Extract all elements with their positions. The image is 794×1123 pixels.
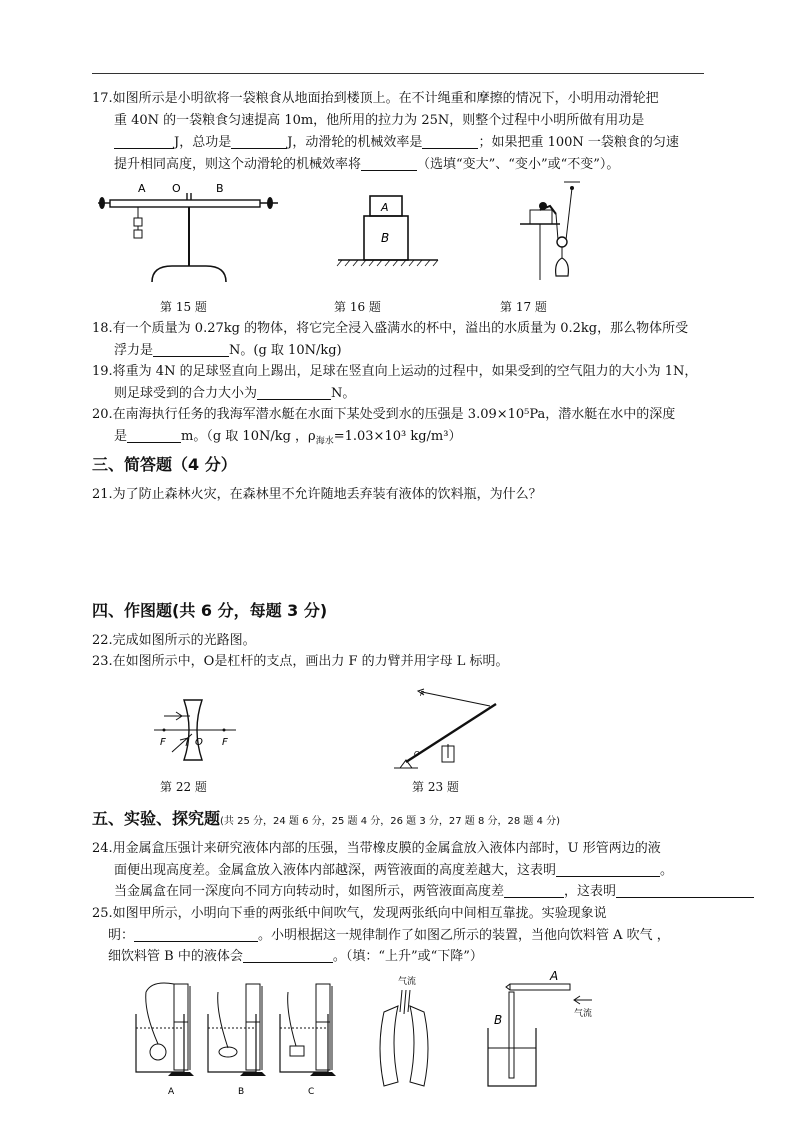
- fig22-label-f-left: F: [160, 737, 166, 748]
- section4-title: 四、作图题(共 6 分，每题 3 分): [92, 601, 328, 620]
- q17-line3: J，总功是 J，动滑轮的机械效率是 ；如果把重 100N 一袋粮食的匀速: [114, 132, 679, 154]
- fig15-caption: 第 15 题: [160, 300, 207, 314]
- fig16-label-b: B: [381, 231, 390, 245]
- q21-text: 21.为了防止森林火灾，在森林里不允许随地丢弃装有液体的饮料瓶，为什么？: [92, 487, 542, 502]
- fig16-label-a: A: [381, 201, 389, 214]
- q25-line2: 明： 。小明根据这一规律制作了如图乙所示的装置，当他向饮料管 A 吹气 ，: [108, 928, 670, 943]
- fig15-label-o: O: [172, 182, 181, 195]
- q25-blank-explanation[interactable]: [134, 927, 258, 942]
- fig23-lever-diagram: [392, 686, 502, 776]
- fig15-label-b: B: [216, 182, 224, 195]
- fig22-lens-diagram: [150, 690, 240, 770]
- fig25-airflow-label-2: 气流: [574, 1009, 593, 1019]
- fig22-caption: 第 22 题: [160, 780, 207, 794]
- fig23-label-o: O: [414, 750, 420, 758]
- q24-blank-height-difference[interactable]: [504, 883, 564, 898]
- fig16-blocks-diagram: [334, 190, 444, 270]
- section3-title: 三、简答题（4 分）: [92, 455, 237, 474]
- q18-line2: 浮力是 N。(g 取 10N/kg): [114, 343, 342, 358]
- fig17-pulley-diagram: [520, 180, 600, 285]
- fig25-airflow-label: 气流: [398, 977, 417, 987]
- section5-title: 五、实验、探究题(共 25 分，24 题 6 分，25 题 4 分，26 题 3 分，27 题 8 分，28 题 4 分): [92, 809, 561, 828]
- fig15-label-a: A: [138, 182, 146, 195]
- header-rule: [92, 73, 704, 74]
- q17-blank-total-work[interactable]: [231, 134, 287, 149]
- q22-text: 22.完成如图所示的光路图。: [92, 633, 256, 648]
- q25-line3: 细饮料管 B 中的液体会 。（填：“上升”或“下降”）: [108, 949, 483, 964]
- fig23-label-f: F: [420, 690, 425, 698]
- q17-line1: 17.如图所示是小明欲将一袋粮食从地面抬到楼顶上。在不计绳重和摩擦的情况下，小明用动滑轮把: [92, 91, 659, 106]
- q25-blank-liquid-motion[interactable]: [243, 948, 333, 963]
- fig25-straw-diagram: [480, 968, 600, 1092]
- fig15-balance-diagram: [94, 178, 284, 288]
- fig16-caption: 第 16 题: [334, 300, 381, 314]
- fig22-label-o: O: [195, 737, 203, 748]
- q18-blank-buoyancy[interactable]: [153, 342, 229, 357]
- fig24-label-c: C: [308, 1087, 315, 1097]
- q24-line1: 24.用金属盒压强计来研究液体内部的压强，当带橡皮膜的金属盒放入液体内部时，U 形管两边的液: [92, 841, 661, 856]
- q17-blank-useful-work[interactable]: [114, 134, 174, 149]
- q18-line1: 18.有一个质量为 0.27kg 的物体，将它完全浸入盛满水的杯中，溢出的水质量为 0.2kg，那么物体所受: [92, 321, 689, 336]
- fig25-label-a: A: [550, 969, 559, 983]
- q24-line2: 面便出现高度差。金属盒放入液体内部越深，两管液面的高度差越大，这表明 。: [114, 863, 674, 878]
- q17-blank-efficiency[interactable]: [422, 134, 478, 149]
- q24-blank-depth-conclusion[interactable]: [556, 862, 660, 877]
- fig24-pressure-gauges: [128, 972, 338, 1098]
- q20-blank-depth[interactable]: [127, 428, 181, 443]
- q17-blank-efficiency-change[interactable]: [361, 156, 417, 171]
- fig24-label-b: B: [238, 1087, 245, 1097]
- fig25-papers-diagram: [374, 972, 434, 1092]
- q20-line2: 是 m。（g 取 10N/kg ，$\rho_{海水}=1.03\times 10^3$ kg/m³）: [114, 429, 462, 447]
- q23-text: 23.在如图所示中，O是杠杆的支点，画出力 F 的力臂并用字母 L 标明。: [92, 654, 509, 669]
- q24-blank-direction-conclusion[interactable]: [616, 883, 754, 898]
- q17-line4: 提升相同高度，则这个动滑轮的机械效率将 （选填“变大”、“变小”或“不变”）。: [114, 157, 620, 172]
- q20-line1: 20.在南海执行任务的我海军潜水艇在水面下某处受到水的压强是 3.09×10⁵Pa，潜水艇在水中的深度: [92, 407, 676, 422]
- fig25-label-b: B: [494, 1013, 503, 1027]
- fig24-gauge-b: [208, 984, 266, 1076]
- q19-line2: 则足球受到的合力大小为 N。: [114, 386, 356, 401]
- q19-line1: 19.将重为 4N 的足球竖直向上踢出，足球在竖直向上运动的过程中，如果受到的空气阻力的大小为 1N，: [92, 364, 698, 379]
- fig22-label-f-right: F: [222, 737, 228, 748]
- fig24-label-a: A: [168, 1087, 175, 1097]
- section5-score-note: (共 25 分，24 题 6 分，25 题 4 分，26 题 3 分，27 题 8 分，28 题 4 分): [220, 816, 561, 827]
- fig24-gauge-c: [280, 984, 336, 1076]
- fig24-gauge-a: [136, 983, 194, 1076]
- q24-line3: 当金属盒在同一深度向不同方向转动时，如图所示，两管液面高度差 ，这表明: [114, 881, 754, 903]
- q17-line2: 重 40N 的一袋粮食匀速提高 10m，他所用的拉力为 25N，则整个过程中小明所做有用功是: [114, 113, 645, 128]
- fig23-caption: 第 23 题: [412, 780, 459, 794]
- q19-blank-net-force[interactable]: [257, 385, 331, 400]
- q25-line1: 25.如图甲所示，小明向下垂的两张纸中间吹气，发现两张纸向中间相互靠拢。实验现象说: [92, 906, 607, 921]
- fig17-caption: 第 17 题: [500, 300, 547, 314]
